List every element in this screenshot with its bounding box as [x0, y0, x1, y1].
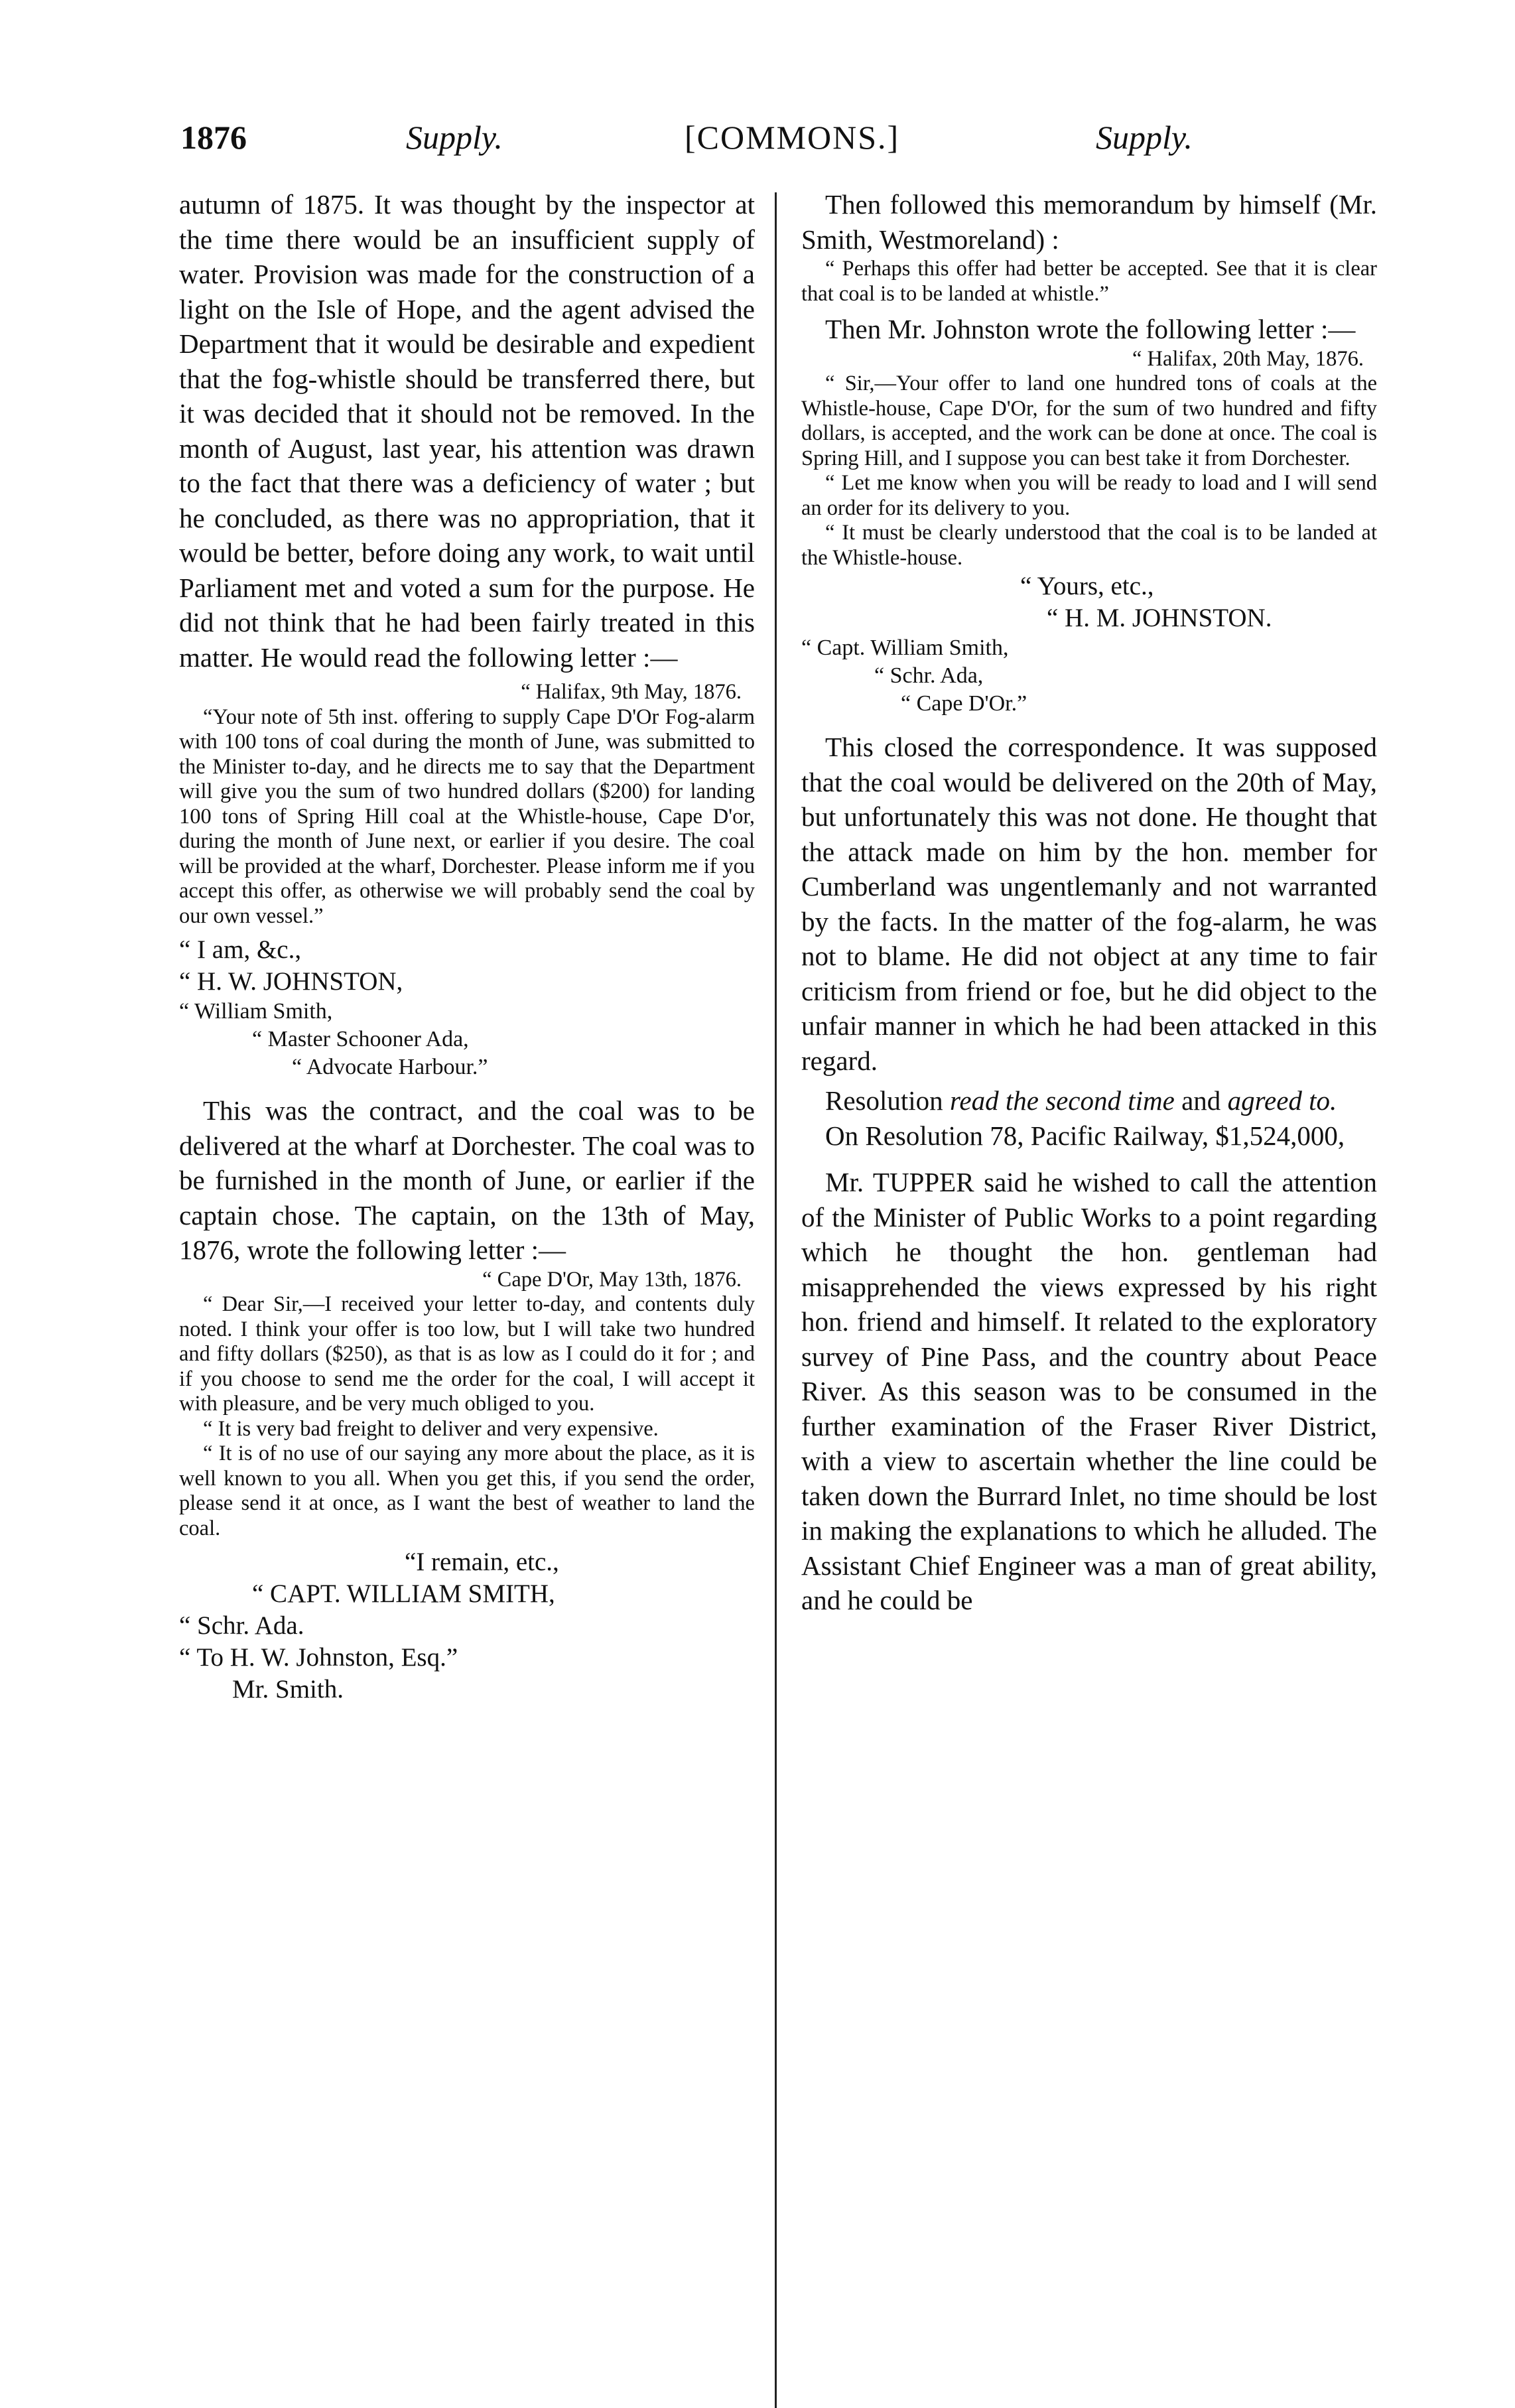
letter-dateline: “ Cape D'Or, May 13th, 1876.: [482, 1267, 742, 1292]
letter-signature-line: “ Schr. Ada.: [179, 1611, 304, 1640]
page-number: 1876: [180, 119, 247, 156]
resolution-italic: read the second time: [949, 1085, 1175, 1116]
letter-address-line: “ Cape D'Or.”: [901, 691, 1027, 716]
paragraph: On Resolution 78, Pacific Railway, $1,524,000,: [825, 1120, 1345, 1151]
header-center-title: [COMMONS.]: [685, 119, 900, 156]
column-divider: [775, 192, 777, 2408]
letter-body: “ It is very bad freight to deliver and very expensive.: [203, 1416, 659, 1441]
header-right-title: Supply.: [1096, 119, 1193, 156]
paragraph: Then followed this memorandum by himself (Mr. Smith, Westmoreland) :: [801, 189, 1377, 255]
paragraph: autumn of 1875. It was thought by the inspector at the time there would be an insufficient supply of water. Provision was made for the construction of a light on the Isle of Hope, and the agent advised the Department that it would be desirable and expedient that the fog-whistle should be transferred there, but it was decided that it should not be removed. In the month of August, last year, his attention was drawn to the fact that there was a deficiency of water ; but he concluded, as there was no appropriation, that it would be better, before doing any work, to wait until Parliament met and voted a sum for the purpose. He did not think that he had been fairly treated in this matter. He would read the following letter :—: [179, 189, 755, 673]
speaker-name: Mr. Smith.: [232, 1675, 344, 1704]
paragraph: This was the contract, and the coal was to be delivered at the wharf at Dorchester. The coal was to be furnished in the month of June, or earlier if the captain chose. The captain, on the 13th of May, 1876, wrote the following letter :—: [179, 1095, 755, 1265]
letter-dateline: “ Halifax, 9th May, 1876.: [521, 680, 742, 704]
resolution-text: and: [1174, 1085, 1228, 1116]
letter-body: “ It must be clearly understood that the coal is to be landed at the Whistle-house.: [801, 521, 1377, 570]
letter-signature: “ H. W. JOHNSTON,: [179, 967, 403, 996]
letter-address-line: “ William Smith,: [179, 999, 333, 1024]
letter-address-line: “ Capt. William Smith,: [801, 635, 1009, 660]
paragraph: This closed the correspondence. It was supposed that the coal would be delivered on the 20th of May, but unfortunately this was not done. He thought that the attack made on him by the hon. member for Cumberland was ungentlemanly and not warranted by the facts. In the matter of the fog-alarm, he was not to blame. He did not object at any time to fair criticism from friend or foe, but he did object to the unfair manner in which he had been attacked in this regard.: [801, 732, 1377, 1076]
left-column: [179, 187, 755, 1706]
letter-body: “ Let me know when you will be ready to load and I will send an order for its delivery to you.: [801, 471, 1377, 520]
letter-signature: “ CAPT. WILLIAM SMITH,: [252, 1579, 555, 1608]
letter-address-line: “ Schr. Ada,: [874, 663, 984, 688]
letter-signature: “ H. M. JOHNSTON.: [1047, 604, 1272, 632]
page-header: [180, 118, 1372, 171]
letter-body: “ It is of no use of our saying any more about the place, as it is well known to you all. When you get this, if you send the order, please send it at once, as I want the best of weather to land the coal.: [179, 1441, 755, 1540]
letter-address-line: “ Advocate Harbour.”: [292, 1055, 488, 1079]
resolution-text: Resolution: [825, 1085, 950, 1116]
header-left-title: Supply.: [406, 119, 503, 156]
letter-body: “Your note of 5th inst. offering to supply Cape D'Or Fog-alarm with 100 tons of coal during the month of June, was submitted to the Minister to-day, and he directs me to say that the Department will give you the sum of two hundred dollars ($200) for landing 100 tons of Spring Hill coal at the Whistle-house, Cape D'or, during the month of June next, or earlier if you desire. The coal will be provided at the wharf, Dorchester. Please inform me if you accept this offer, as otherwise we will probably send the coal by our own vessel.”: [179, 704, 755, 928]
memorandum: “ Perhaps this offer had better be accepted. See that it is clear that coal is to be landed at whistle.”: [801, 257, 1377, 306]
right-column: [801, 187, 1377, 1618]
letter-closing: “ I am, &c.,: [179, 935, 302, 964]
letter-body: “ Sir,—Your offer to land one hundred tons of coals at the Whistle-house, Cape D'Or, for the sum of two hundred and fifty dollars, is accepted, and the work can be done at once. The coal is Spring Hill, and I suppose you can best take it from Dorchester.: [801, 371, 1377, 470]
resolution-italic: agreed to.: [1227, 1085, 1337, 1116]
letter-closing: “I remain, etc.,: [405, 1548, 559, 1576]
letter-address-line: “ Master Schooner Ada,: [252, 1027, 469, 1051]
paragraph: Then Mr. Johnston wrote the following letter :—: [825, 314, 1356, 344]
letter-body: “ Dear Sir,—I received your letter to-day, and contents duly noted. I think your offer is too low, but I will take two hundred and fifty dollars ($250), as that is as low as I could do it for ; and if you choose to send me the order for the coal, I will accept it with pleasure, and be very much obliged to you.: [179, 1292, 755, 1416]
resolution-line: [801, 1083, 1377, 1118]
letter-recipient: “ To H. W. Johnston, Esq.”: [179, 1643, 458, 1672]
paragraph: Mr. TUPPER said he wished to call the attention of the Minister of Public Works to a point regarding which he thought the hon. gentleman had misapprehended the views expressed by his right hon. friend and himself. It related to the exploratory survey of Pine Pass, and the country about Peace River. As this season was to be consumed in the further examination of the Fraser River District, with a view to ascertain whether the line could be taken down the Burrard Inlet, no time should be lost in making the explanations to which he alluded. The Assistant Chief Engineer was a man of great ability, and he could be: [801, 1167, 1377, 1615]
letter-closing: “ Yours, etc.,: [1020, 572, 1154, 600]
letter-dateline: “ Halifax, 20th May, 1876.: [1132, 346, 1364, 371]
